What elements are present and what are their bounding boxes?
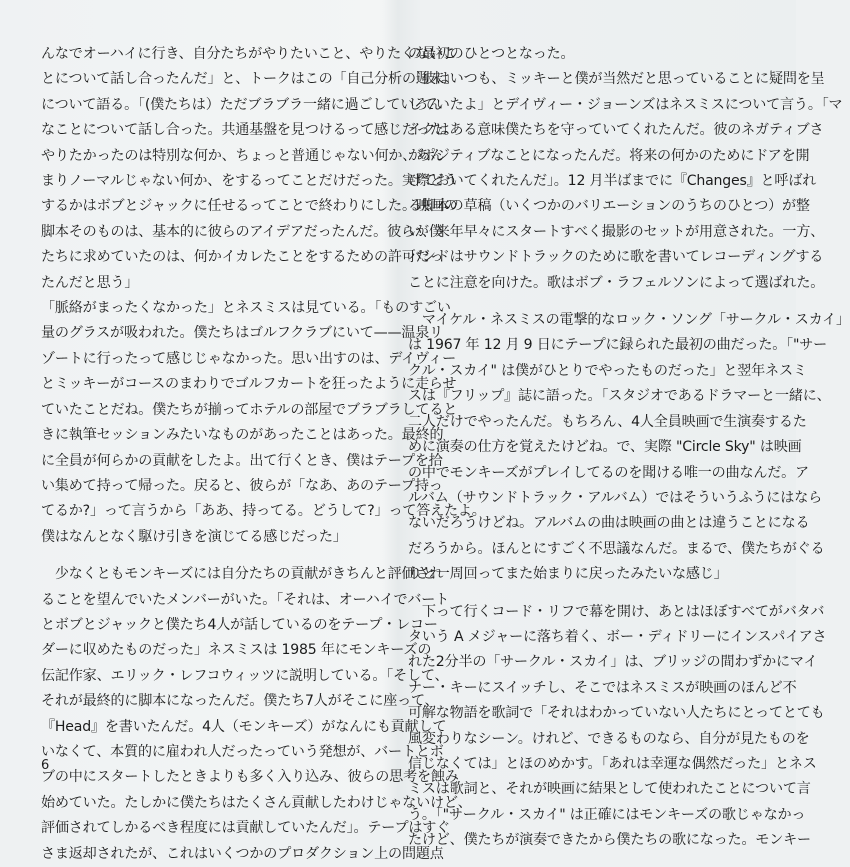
text-line: タいう A メジャーに落ち着く、ボー・ディドリーにインスパイアさ	[408, 628, 827, 645]
text-line: 量のグラスが吸われた。僕たちはゴルフクラブにいて——温泉リ	[41, 325, 444, 342]
text-line: 二人だけでやったんだ。もちろん、4人全員映画で生演奏するた	[408, 413, 807, 430]
text-line: てるか?」って言うから「ああ、持ってる。どうして?」って答えたよ。	[41, 503, 486, 520]
paragraph	[408, 308, 850, 587]
text-line: マイケル・ネスミスの電撃的なロック・ソング「サークル・スカイ」	[408, 312, 850, 329]
right-column	[408, 42, 850, 854]
text-line: の中でモンキーズがプレイしてるのを聞ける唯一の曲なんだ。ア	[408, 464, 809, 481]
text-line: ミスは歌詞と、それが映画に結果として使われたことについて言	[408, 781, 811, 798]
text-line: ダーに収めたものだった」ネスミスは 1985 年にモンキーズの	[41, 642, 432, 659]
text-line: 可解な物語を歌詞で「それはわかっていない人たちにとってとても	[408, 705, 825, 722]
text-line: 下って行くコード・リフで幕を開け、あとはほぼすべてがバタバ	[408, 603, 825, 620]
text-line: 始めていた。たしかに僕たちはたくさん貢献したわけじゃないけど、	[41, 794, 472, 811]
text-line: とについて話し合ったんだ」と、トークはこの「自己分析の週末」	[41, 71, 458, 88]
text-line: 信じなくては」とほのめかす。「あれは幸運な偶然だった」とネス	[408, 755, 817, 772]
text-line: 『Head』を書いたんだ。4人（モンキーズ）がなんにも貢献して	[41, 718, 447, 735]
text-line: ナー・キーにスイッチし、そこではネスミスが映画のほんど不	[408, 679, 797, 696]
text-line: たちに求めていたのは、何かイカレたことをするための許可だっ	[41, 249, 444, 266]
text-line: けておいてくれたんだ」。12 月半ばまでに『Changes』と呼ばれ	[408, 173, 817, 190]
text-line: めに演奏の仕方を覚えたけどね。で、実際 "Circle Sky" は映画	[408, 439, 802, 456]
text-line: 少なくともモンキーズには自分たちの貢献がきちんと評価され	[41, 566, 444, 583]
text-line: ことに注意を向けた。歌はボブ・ラフェルソンによって選ばれた。	[408, 274, 825, 291]
text-line: 伝記作家、エリック・レフコウィッツに説明している。「そして、	[41, 667, 449, 684]
text-line: 風変わりなシーン。けれど、できるものなら、自分が見たものを	[408, 730, 810, 747]
text-line: に全員が何らかの貢献をしたよ。出て行くとき、僕はテープを拾	[41, 452, 443, 469]
text-line: は 1967 年 12 月 9 日にテープに録られた最初の曲だった。「"サー	[408, 337, 828, 354]
text-line: ることを望んでいたメンバーがいた。「それは、オーハイでバート	[41, 591, 450, 608]
text-line: んなでオーハイに行き、自分たちがやりたいこと、やりたくないこ	[41, 46, 457, 62]
text-line: とボブとジャックと僕たち4人が話しているのをテープ・レコー	[41, 616, 438, 633]
text-line: いなくて、本質的に雇われ人だったっていう発想が、バートとボ	[41, 743, 444, 760]
text-line: するかはボブとジャックに任せるってことで終わりにした。映画の	[41, 198, 458, 215]
left-column	[41, 42, 486, 867]
page-number: 6	[41, 758, 50, 773]
text-line: について語る。「(僕たちは）ただブラブラ一緒に過ごしていろん	[41, 96, 442, 113]
text-line: 僕はなんとなく駆け引きを演じてる感じだった」	[41, 528, 347, 545]
text-line: クル・スカイ" は僕がひとりでやったものだった」と翌年ネスミ	[408, 362, 807, 379]
text-line: りと一周回ってまた始まりに戻ったみたいな感じ」	[408, 566, 728, 583]
paragraph	[408, 42, 843, 296]
text-line: る脚本の草稿（いくつかのバリエーションのうちのひとつ）が整	[408, 198, 810, 215]
paragraph	[41, 296, 486, 550]
text-line: 評価されてしかるべき程度には貢献していたんだ」。テープはすぐ	[41, 820, 451, 837]
text-line: ていたことだね。僕たちが揃ってホテルの部屋でブラブラしてると	[41, 401, 458, 418]
text-line: それが最終的に脚本になったんだ。僕たち7人がそこに座って、	[41, 693, 439, 710]
paragraph	[408, 600, 827, 854]
text-line: たけど、僕たちが演奏できたから僕たちの歌になった。モンキー	[408, 832, 811, 849]
text-line: なことについて話し合った。共通基盤を見つけるって感じだった。	[41, 122, 458, 139]
text-line: していたよ」とデイヴィー・ジョーンズはネスミスについて言う。「マ	[408, 96, 843, 113]
text-line: たんだと思う」	[41, 274, 139, 291]
text-line: う。「"サークル・スカイ" は正確にはモンキーズの歌じゃなかっ	[408, 806, 806, 823]
paragraph	[41, 562, 472, 867]
text-line: イクはある意味僕たちを守っていてくれたんだ。彼のネガティブさ	[408, 122, 824, 139]
text-line: れた2分半の「サークル・スカイ」は、ブリッジの間わずかにマイ	[408, 654, 818, 671]
text-line: とミッキーがコースのまわりでゴルフカートを狂ったように走らせ	[41, 376, 457, 393]
text-line: ないだろうけどね。アルバムの曲は映画の曲とは違うことになる	[408, 515, 810, 532]
text-line: まりノーマルじゃない何か、をするってことだけだった。実際どう	[41, 173, 458, 190]
text-line: ルバム（サウンドトラック・アルバム）ではそういうふうにはなら	[408, 489, 822, 506]
text-line: バンドはサウンドトラックのために歌を書いてレコーディングする	[408, 249, 824, 266]
text-line: い集めて持って帰った。戻ると、彼らが「なあ、あのテープ持っ	[41, 477, 443, 494]
text-line: ゾートに行ったって感じじゃなかった。思い出すのは、デイヴィー	[41, 350, 456, 367]
text-line: 「脈絡がまったくなかった」とネスミスは見ている。「ものすごい	[41, 300, 451, 317]
text-line: 「彼はいつも、ミッキーと僕が当然だと思っていることに疑問を呈	[408, 71, 825, 88]
text-line: さま返却されたが、これはいくつかのプロダクション上の問題点	[41, 845, 444, 862]
text-line: だろうから。ほんとにすごく不思議なんだ。まるで、僕たちがぐる	[408, 540, 825, 557]
text-line: 脚本そのものは、基本的に彼らのアイデアだったんだ。彼らが僕	[41, 223, 443, 240]
paragraph	[41, 42, 458, 296]
text-line: ブの中にスタートしたときよりも多く入り込み、彼らの思考を蝕み	[41, 769, 459, 786]
text-line: やりたかったのは特別な何か、ちょっと普通じゃない何か、あん	[41, 147, 444, 164]
text-line: スは『フリップ』誌に語った。「スタジオであるドラマーと一緒に、	[408, 388, 831, 405]
text-line: い、来年早々にスタートすべく撮影のセットが用意された。一方、	[408, 223, 825, 240]
text-line: の最初のひとつとなった。	[408, 46, 575, 62]
text-line: きに執筆セッションみたいなものがあったことはあった。最終的	[41, 427, 444, 444]
text-line: がポジティブなことになったんだ。将来の何かのためにドアを開	[408, 147, 810, 164]
